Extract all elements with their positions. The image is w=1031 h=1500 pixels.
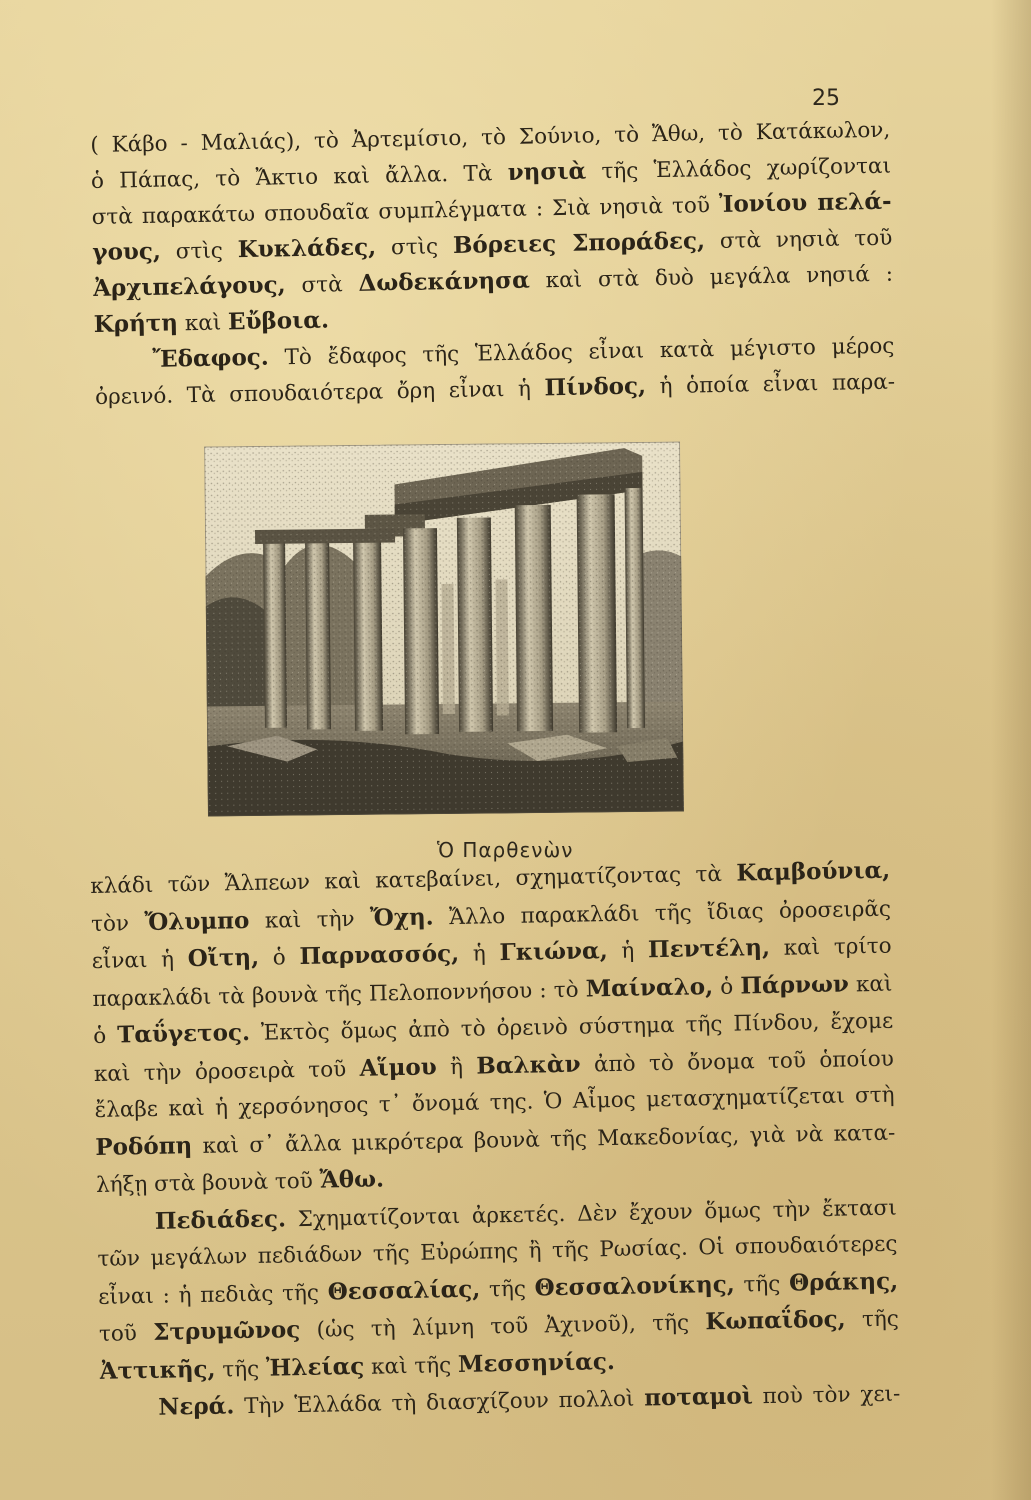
bold-term: Κυκλάδες, [237,233,377,264]
bold-term: Αἵμου [359,1052,437,1082]
text-run: Σχηματίζονται ἀρκετές. Δὲν ἔχουν ὅμως τὴν ἔκτασι [285,1195,897,1232]
page-edge-shadow [991,0,1031,1500]
figure-caption: Ὁ Παρθενὼν [437,838,574,862]
bold-term: Θεσσαλονίκης, [534,1270,735,1302]
text-run: ὁ [258,944,300,971]
bold-term: Ἔδαφος. [152,343,270,373]
bold-term: Θεσσαλίας, [327,1275,481,1306]
text-run: καὶ τὴν ὀροσειρὰ τοῦ [93,1056,360,1087]
bold-term: Ὄλυμπο [144,906,250,936]
text-run: ὁ [712,974,741,1000]
bold-term: Πεντέλη, [647,933,771,964]
bold-term: Ἀττικῆς, [99,1355,216,1385]
text-run: ( Κάβο - Μαλιάς), τὸ Ἀρτεμίσιο, τὸ Σούνιο, τὸ Ἄθω, τὸ Κατάκωλον, [90,117,891,158]
text-run: ἢ [436,1054,477,1080]
bold-term: Μεσσηνίας. [457,1347,616,1378]
text-run: τοῦ [98,1320,154,1347]
text-run: ὁ Πάπας, τὸ Ἄκτιο καὶ ἄλλα. Τὰ [90,160,508,194]
text-run: στὰ νησιὰ τοῦ [704,225,893,255]
text-run: λήξῃ στὰ βουνὰ τοῦ [95,1168,320,1198]
bold-term: Εὔβοια. [227,306,330,336]
text-run: τῆς [215,1356,267,1383]
text-run: στὶς [160,238,239,265]
text-run: ἔλαβε καὶ ἡ χερσόνησος τ᾽ ὄνομά της. Ὁ Αἷμος μετασχηματίζεται στὴ [94,1082,895,1123]
text-run: στὰ [285,271,359,299]
bold-term: Πάρνων [740,969,850,1000]
text-run: καὶ τῆς [364,1352,459,1380]
text-run: Τὸ ἔδαφος τῆς Ἑλλάδος εἶναι κατὰ μέγιστο μέρος [268,333,895,371]
text-run: Τὴν Ἑλλάδα τὴ διασχίζουν πολλοὶ [234,1386,645,1420]
bold-term: Πίνδος, [544,372,647,402]
bold-term: νησιὰ [507,157,587,186]
bold-term: Ροδόπη [95,1131,193,1161]
text-run: ἡ [607,938,649,965]
text-run: τῆς [845,1306,900,1333]
bold-term: Στρυμῶνος [152,1316,301,1346]
text-run: ποὺ τὸν χει- [752,1381,901,1410]
bold-term: Βόρειες Σποράδες, [452,227,706,260]
bold-term: Κρήτη [93,309,179,338]
bold-term: Θράκης, [788,1267,899,1297]
bold-term: Καμβούνια, [736,856,891,887]
bold-term: Ταΰγετος. [116,1018,251,1049]
text-run: ἡ ὁποία εἶναι παρα- [645,369,896,400]
bold-term: Ἰονίου πελά- [718,187,892,218]
bold-term: Δωδεκάνησα [358,266,531,297]
text-run: καὶ τρίτο [769,933,892,961]
text-run: καὶ στὰ δυὸ μεγάλα νησιά : [529,261,894,294]
bold-term: Ὄχη. [369,902,434,932]
bold-term: Οἴτη, [187,943,260,973]
paragraph-bottom [90,852,921,1428]
bold-term: Ἠλείας [265,1352,365,1382]
text-run: καὶ τὴν [249,906,371,934]
text-run: ἀπὸ τὸ ὄνομα τοῦ ὁποίου [580,1046,895,1078]
text-run: ἡ [458,941,500,967]
parthenon-photo [204,442,684,817]
text-run: τῆς [734,1271,790,1298]
bold-term: Ἀρχιπελάγους, [92,271,286,302]
text-run: ὁ [92,1023,118,1049]
text-run: εἶναι ἡ [91,947,188,974]
bold-term: Βαλκὰν [476,1050,581,1080]
bold-term: Παρνασσός, [299,939,460,970]
text-run: τῶν μεγάλων πεδιάδων τῆς Εὐρώπης ἢ τῆς Ρωσίας. Οἱ σπουδαιότερες [97,1231,898,1272]
text-run: παρακλάδι τὰ βουνὰ τῆς Πελοποννήσου : τὸ [92,977,586,1012]
text-run: Ἐκτὸς ὅμως ἀπὸ τὸ ὀρεινὸ σύστημα τῆς Πίνδου, ἔχομε [249,1008,894,1046]
bold-term: ποταμοὶ [643,1382,754,1412]
page-number: 25 [812,86,840,111]
bold-term: Γκιώνα, [499,937,608,967]
text-run: ὀρεινό. Τὰ σπουδαιότερα ὄρη εἶναι ἡ [94,376,545,410]
bold-term: Κωπαΐδος, [705,1305,846,1336]
text-run: εἶναι : ἡ πεδιὰς τῆς [97,1280,328,1310]
paragraph-top [90,112,915,415]
text-run: στὰ παρακάτω σπουδαῖα συμπλέγματα : Σιὰ νησιὰ τοῦ [91,192,720,230]
text-run: καὶ [177,310,229,337]
bold-term: Πεδιάδες. [154,1204,287,1235]
text-run: τῆς [480,1276,535,1303]
text-run: (ὡς τὴ λίμνη τοῦ Ἀχινοῦ), τῆς [299,1310,706,1344]
text-run: καὶ σ᾽ ἄλλα μικρότερα βουνὰ τῆς Μακεδονίας, γιὰ νὰ κατα- [191,1120,896,1159]
text-run: Ἄλλο παρακλάδι τῆς ἴδιας ὀροσειρᾶς [433,896,892,930]
text-run: τὸν [90,910,145,937]
text-run: καὶ [848,971,893,997]
bold-term: γους, [92,237,162,266]
bold-term: Ἄθω. [319,1165,385,1194]
text-run: κλάδι τῶν Ἄλπεων καὶ κατεβαίνει, σχηματίζοντας τὰ [90,861,737,899]
bold-term: Νερά. [158,1392,235,1421]
text-run: τῆς Ἑλλάδος χωρίζονται [585,153,892,185]
text-run: στὶς [375,234,454,261]
bold-term: Μαίναλο, [585,972,714,1003]
